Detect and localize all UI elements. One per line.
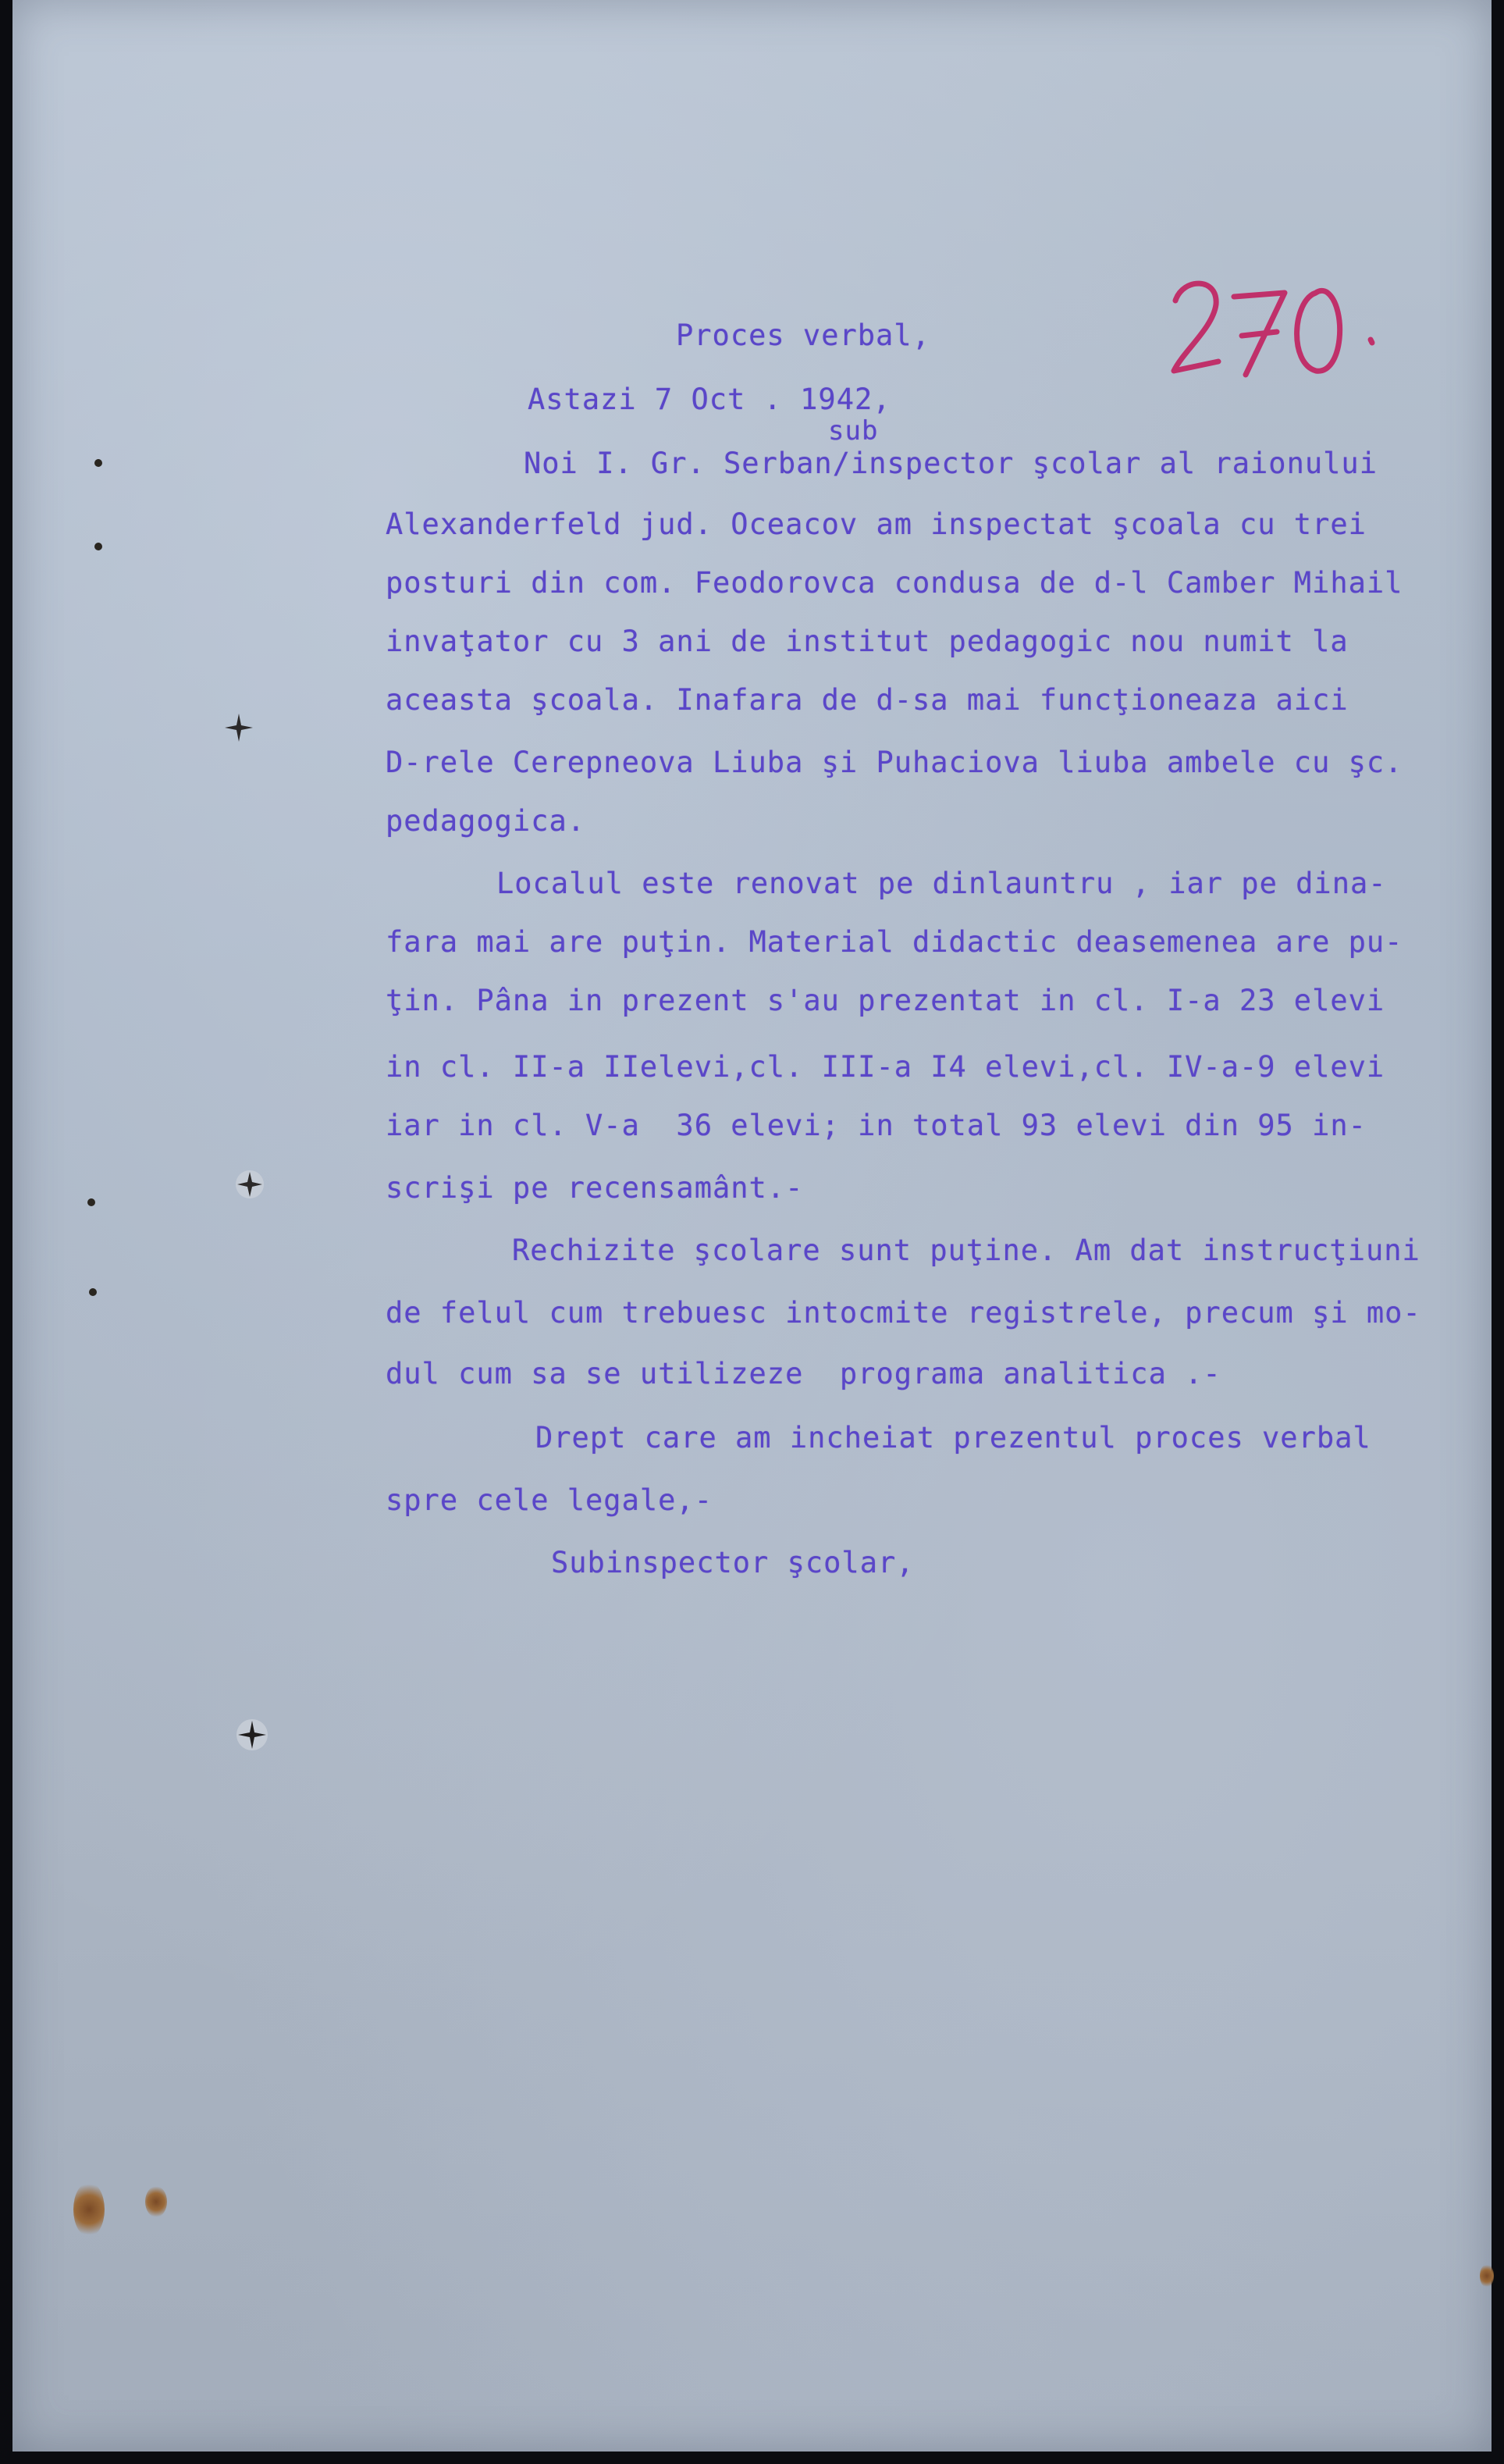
document-title: Proces verbal, <box>676 319 930 352</box>
paragraph-4-line: spre cele legale,- <box>386 1483 713 1517</box>
rust-stain <box>1480 2264 1494 2288</box>
paragraph-1-line: aceasta şcoala. Inafara de d-sa mai funcţioneaza aici <box>386 683 1349 717</box>
rust-stain <box>145 2186 167 2217</box>
paper-sheet <box>12 0 1492 2452</box>
paragraph-2-line: ţin. Pâna in prezent s'au prezentat in cl. I-a 23 elevi <box>386 984 1385 1017</box>
binder-hole <box>89 1288 97 1296</box>
paragraph-1-line: D-rele Cerepneova Liuba şi Puhaciova liuba ambele cu şc. <box>386 746 1403 779</box>
punch-hole <box>222 710 256 745</box>
binder-hole <box>87 1198 95 1206</box>
binder-hole <box>94 459 102 467</box>
paragraph-1-line: pedagogica. <box>386 804 586 838</box>
paragraph-3-line: dul cum sa se utilizeze programa analitica .- <box>386 1357 1221 1390</box>
paragraph-2-line: Localul este renovat pe dinlauntru , iar pe dina- <box>496 867 1387 900</box>
punch-hole <box>233 1167 267 1202</box>
paragraph-1-line: Noi I. Gr. Serban/inspector şcolar al raionului <box>524 447 1378 480</box>
paragraph-1-line: posturi din com. Feodorovca condusa de d-l Camber Mihail <box>386 566 1403 600</box>
paragraph-3-line: Rechizite şcolare sunt puţine. Am dat instrucţiuni <box>512 1234 1420 1267</box>
paragraph-3-line: de felul cum trebuesc intocmite registrele, precum şi mo- <box>386 1296 1421 1330</box>
paragraph-4-line: Drept care am incheiat prezentul proces verbal <box>535 1421 1371 1455</box>
sub-insertion: sub <box>828 415 879 447</box>
paragraph-2-line: in cl. II-a IIelevi,cl. III-a I4 elevi,cl. IV-a-9 elevi <box>386 1050 1385 1084</box>
handwritten-page-number <box>1160 262 1402 386</box>
signature-line: Subinspector şcolar, <box>551 1546 915 1579</box>
paragraph-1-line: invaţator cu 3 ani de institut pedagogic nou numit la <box>386 625 1349 658</box>
punch-hole <box>235 1718 269 1752</box>
paragraph-1-line: Alexanderfeld jud. Oceacov am inspectat şcoala cu trei <box>386 507 1367 541</box>
paragraph-2-line: scrişi pe recensamânt.- <box>386 1171 804 1205</box>
paragraph-2-line: iar in cl. V-a 36 elevi; in total 93 elevi din 95 in- <box>386 1109 1367 1142</box>
date-line: Astazi 7 Oct . 1942, <box>528 383 891 416</box>
paragraph-2-line: fara mai are puţin. Material didactic deasemenea are pu- <box>386 925 1403 959</box>
rust-stain <box>73 2182 105 2237</box>
binder-hole <box>94 543 102 550</box>
